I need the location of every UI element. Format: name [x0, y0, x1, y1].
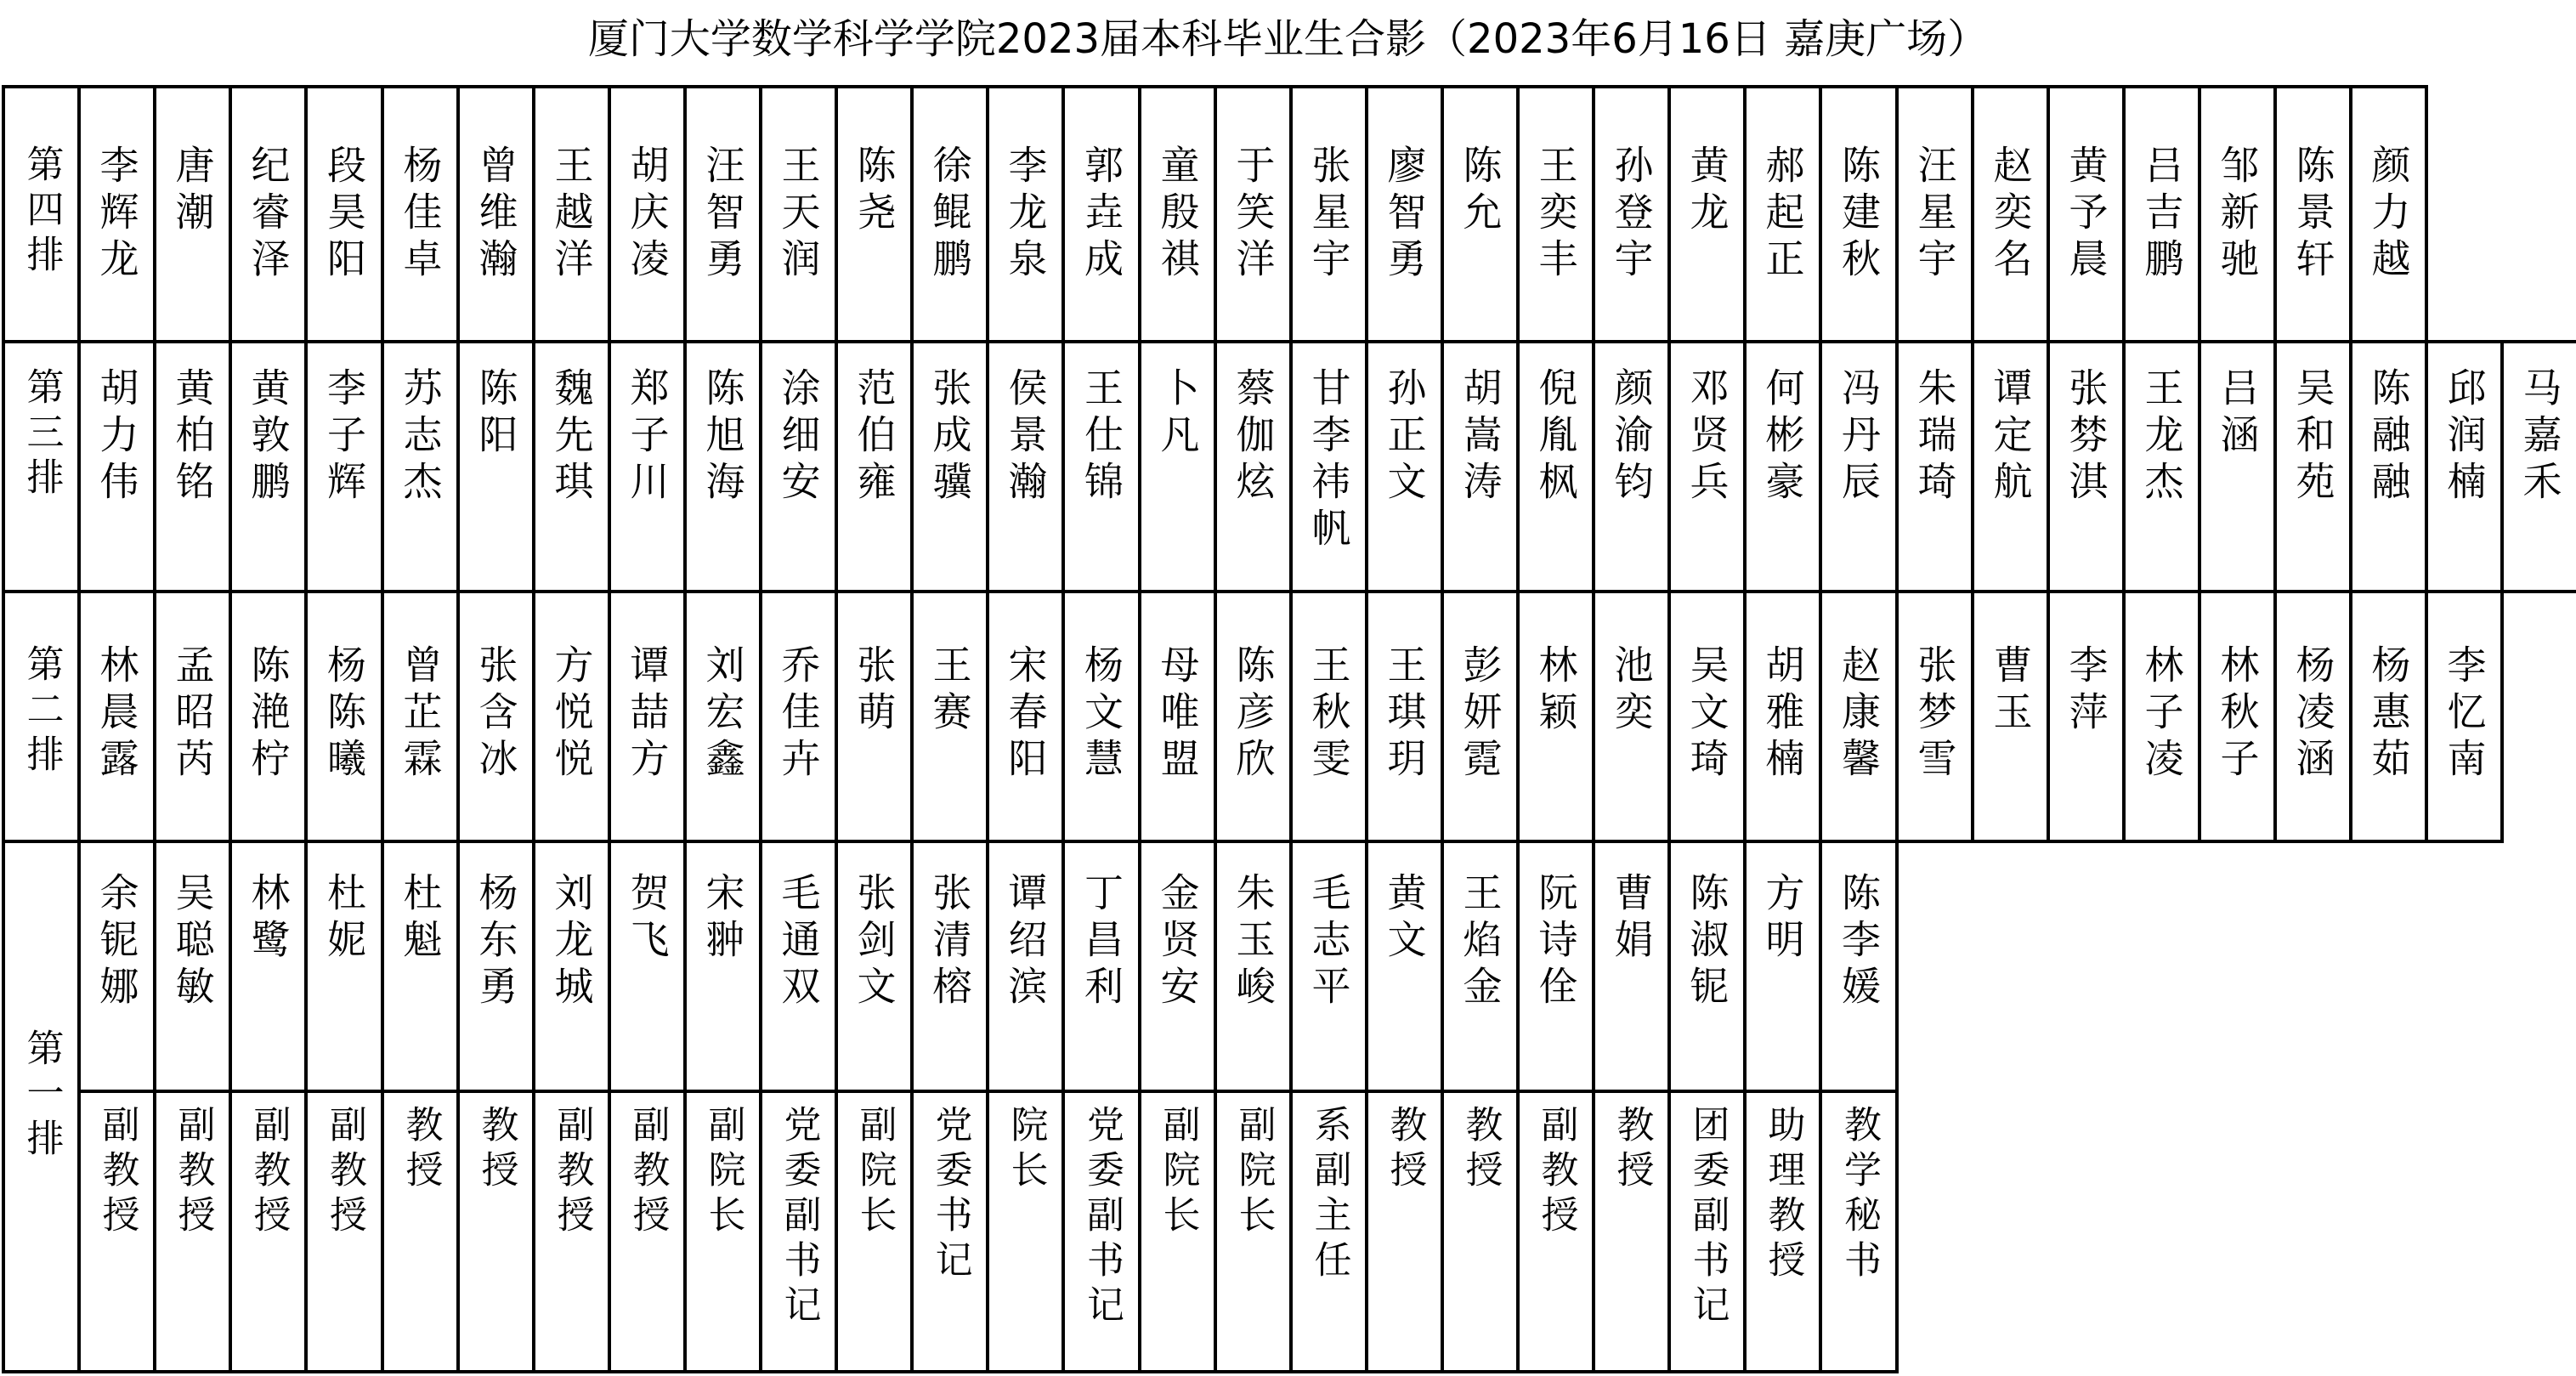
student-name-text: 曾维瀚 [473, 144, 519, 285]
student-name-text: 杨佳卓 [397, 144, 444, 285]
student-name [229, 340, 308, 593]
front-row-name-text: 毛志平 [1305, 872, 1352, 1012]
student-name [1819, 590, 1899, 843]
student-name-text: 曹玉 [1987, 644, 2034, 738]
front-row-title-text: 团委副书记 [1685, 1105, 1730, 1330]
front-row-title-text: 助理教授 [1761, 1105, 1805, 1285]
student-name [304, 590, 384, 843]
student-name-text: 吕吉鹏 [2138, 144, 2185, 285]
front-row-name-text: 杨东勇 [473, 872, 519, 1012]
student-name [229, 85, 308, 343]
student-name [1667, 340, 1747, 593]
student-name [2273, 590, 2352, 843]
front-row-name [910, 840, 989, 1093]
front-row-name [1365, 840, 1444, 1093]
student-name [1895, 85, 1974, 343]
front-row-name [683, 840, 762, 1093]
front-row-title-text: 副院长 [852, 1105, 897, 1240]
student-name [456, 340, 535, 593]
student-name-text: 孟昭芮 [169, 644, 216, 784]
front-row-name-text: 杜魁 [397, 872, 444, 965]
front-row-title [1743, 1090, 1822, 1373]
student-name [381, 340, 460, 593]
student-name-text: 陈建秋 [1836, 144, 1882, 285]
row-label-2-text: 第三排 [20, 367, 64, 502]
row-label-1-text: 第四排 [20, 144, 64, 280]
student-name-text: 陈阳 [473, 367, 519, 461]
student-name [1895, 340, 1974, 593]
student-name [1289, 340, 1368, 593]
front-row-name-text: 贺飞 [624, 872, 671, 965]
student-name-text: 何彬豪 [1759, 367, 1806, 507]
student-name [1365, 340, 1444, 593]
student-name [1592, 340, 1671, 593]
student-name-text: 孙登宇 [1608, 144, 1655, 285]
student-name-text: 冯丹辰 [1836, 367, 1882, 507]
front-row-title [1667, 1090, 1747, 1373]
front-row-name [456, 840, 535, 1093]
student-name [1138, 85, 1217, 343]
front-row-title-text: 副院长 [1156, 1105, 1200, 1240]
student-name [2047, 590, 2126, 843]
student-name [1743, 590, 1822, 843]
student-name-text: 胡力伟 [93, 367, 140, 507]
student-name [683, 85, 762, 343]
student-name-text: 段昊阳 [321, 144, 367, 285]
student-name [456, 590, 535, 843]
student-name [608, 85, 687, 343]
student-name-text: 郑子川 [624, 367, 671, 507]
student-name-text: 杨惠茹 [2365, 644, 2412, 784]
front-row-title-text: 教授 [1383, 1105, 1427, 1195]
student-name-text: 曾芷霖 [397, 644, 444, 784]
front-row-name [229, 840, 308, 1093]
front-row-title [1819, 1090, 1899, 1373]
student-name-text: 倪胤枫 [1532, 367, 1579, 507]
student-name-text: 陈彦欣 [1230, 644, 1277, 784]
student-name [1214, 590, 1293, 843]
student-name-text: 胡雅楠 [1759, 644, 1806, 784]
student-name [1971, 85, 2050, 343]
front-row-title-text: 副院长 [1231, 1105, 1276, 1240]
student-name [532, 85, 611, 343]
student-name-text: 林子凌 [2138, 644, 2185, 784]
student-name-text: 吴文琦 [1684, 644, 1730, 784]
front-row-title [229, 1090, 308, 1373]
student-name [1971, 590, 2050, 843]
student-name [2198, 340, 2277, 593]
student-name-text: 黄敦鹏 [245, 367, 292, 507]
front-row-title-text: 副教授 [246, 1105, 291, 1240]
front-row-title [835, 1090, 914, 1373]
student-name [1819, 85, 1899, 343]
student-name-text: 杨陈曦 [321, 644, 367, 784]
front-row-title-text: 教授 [474, 1105, 518, 1195]
student-name-text: 吴和苑 [2290, 367, 2336, 507]
front-row-title-text: 副教授 [323, 1105, 366, 1240]
front-row-name-text: 方明 [1759, 872, 1806, 965]
student-name-text: 汪智勇 [699, 144, 746, 285]
student-name [835, 340, 914, 593]
front-row-title-text: 教授 [1610, 1105, 1654, 1195]
front-row-name [77, 840, 156, 1093]
front-row-title [608, 1090, 687, 1373]
student-name-text: 李忆南 [2441, 644, 2488, 784]
front-row-name-text: 曹娟 [1608, 872, 1655, 965]
student-name [2198, 590, 2277, 843]
student-name [1289, 85, 1368, 343]
front-row-title [986, 1090, 1065, 1373]
student-name [1895, 590, 1974, 843]
student-name [2425, 590, 2504, 843]
front-row-name-text: 金贤安 [1154, 872, 1201, 1012]
student-name-text: 颜渝钧 [1608, 367, 1655, 507]
front-row-title-text: 教授 [1458, 1105, 1503, 1195]
front-row-name-text: 阮诗佺 [1532, 872, 1579, 1012]
student-name-text: 范伯雍 [851, 367, 897, 507]
student-name [683, 590, 762, 843]
front-row-name [153, 840, 232, 1093]
student-name [153, 340, 232, 593]
front-row-title [153, 1090, 232, 1373]
front-row-title [683, 1090, 762, 1373]
student-name-text: 彭妍霓 [1457, 644, 1503, 784]
student-name-text: 赵奕名 [1987, 144, 2034, 285]
row-label-2 [2, 340, 81, 593]
student-name-text: 汪星宇 [1911, 144, 1958, 285]
student-name-text: 张棼淇 [2063, 367, 2109, 507]
student-name [986, 590, 1065, 843]
front-row-name [1667, 840, 1747, 1093]
student-name-text: 张成骥 [926, 367, 973, 507]
student-name [1667, 590, 1747, 843]
front-row-name [1214, 840, 1293, 1093]
student-name-text: 马嘉禾 [2517, 367, 2563, 507]
front-row-title [1592, 1090, 1671, 1373]
student-name [77, 590, 156, 843]
student-name [304, 85, 384, 343]
front-row-title [532, 1090, 611, 1373]
student-name [1592, 85, 1671, 343]
student-name [1214, 340, 1293, 593]
front-row-name-text: 林鹭 [245, 872, 292, 965]
student-name-text: 黄柏铭 [169, 367, 216, 507]
student-name [1365, 85, 1444, 343]
student-name [2500, 340, 2576, 593]
student-name [1441, 340, 1520, 593]
student-name [2122, 340, 2201, 593]
front-row-name-text: 毛通双 [775, 872, 822, 1012]
student-name [304, 340, 384, 593]
student-name [2349, 590, 2428, 843]
student-name-text: 朱瑞琦 [1911, 367, 1958, 507]
front-row-title [1289, 1090, 1368, 1373]
student-name-text: 陈旭海 [699, 367, 746, 507]
front-row-title-text: 副教授 [95, 1105, 139, 1240]
front-row-title-text: 副教授 [1534, 1105, 1578, 1240]
student-name [1062, 590, 1141, 843]
front-row-title-text: 党委副书记 [1080, 1105, 1124, 1330]
student-name-text: 黄龙 [1684, 144, 1730, 238]
student-name [1441, 85, 1520, 343]
student-name [2047, 340, 2126, 593]
student-name-text: 宋春阳 [1002, 644, 1049, 784]
front-row-name-text: 丁昌利 [1079, 872, 1124, 1012]
student-name-text: 魏先琪 [548, 367, 595, 507]
student-name-text: 蔡伽炫 [1230, 367, 1277, 507]
front-row-name-text: 宋翀 [699, 872, 746, 965]
front-row-title-text: 教授 [399, 1105, 443, 1195]
front-row-name [1819, 840, 1899, 1093]
front-row-title-text: 党委副书记 [777, 1105, 821, 1330]
front-row-name-text: 张清榕 [926, 872, 973, 1012]
student-name-text: 纪睿泽 [245, 144, 292, 285]
student-name [1289, 590, 1368, 843]
student-name [77, 85, 156, 343]
front-row-title [1365, 1090, 1444, 1373]
front-row-name [1289, 840, 1368, 1093]
student-name [683, 340, 762, 593]
student-name [1819, 340, 1899, 593]
student-name [1743, 340, 1822, 593]
front-row-name [1062, 840, 1141, 1093]
student-name [910, 340, 989, 593]
front-row-name-text: 陈淑铌 [1684, 872, 1730, 1012]
student-name-text: 王龙杰 [2138, 367, 2185, 507]
front-row-name [1138, 840, 1217, 1093]
student-name [2198, 85, 2277, 343]
front-row-title [1214, 1090, 1293, 1373]
front-row-title-text: 教学秘书 [1837, 1105, 1881, 1285]
student-name [532, 340, 611, 593]
student-name [1062, 340, 1141, 593]
front-row-title-text: 副院长 [701, 1105, 745, 1240]
student-name [608, 340, 687, 593]
student-name-text: 卜凡 [1154, 367, 1201, 461]
student-name-text: 陈滟柠 [245, 644, 292, 784]
front-row-name [835, 840, 914, 1093]
front-row-title-text: 系副主任 [1307, 1105, 1351, 1285]
student-name [910, 590, 989, 843]
student-name [1214, 85, 1293, 343]
student-name-text: 王奕丰 [1532, 144, 1579, 285]
student-name [2273, 340, 2352, 593]
student-name-text: 于笑洋 [1230, 144, 1277, 285]
student-name [1592, 590, 1671, 843]
student-name-text: 母唯盟 [1154, 644, 1201, 784]
student-name-text: 张含冰 [473, 644, 519, 784]
student-name-text: 徐鲲鹏 [926, 144, 973, 285]
student-name-text: 胡嵩涛 [1457, 367, 1503, 507]
student-name-text: 李辉龙 [93, 144, 140, 285]
front-row-name-text: 张剑文 [851, 872, 897, 1012]
student-name-text: 林秋子 [2214, 644, 2261, 784]
student-name-text: 林晨露 [93, 644, 140, 784]
student-name-text: 谭喆方 [624, 644, 671, 784]
student-name-text: 王天润 [775, 144, 822, 285]
front-row-title [1516, 1090, 1595, 1373]
front-row-title-text: 党委书记 [928, 1105, 972, 1285]
front-row-name [532, 840, 611, 1093]
student-name-text: 郝起正 [1759, 144, 1806, 285]
student-name-text: 孙正文 [1381, 367, 1428, 507]
student-name-text: 甘李祎帆 [1305, 367, 1352, 554]
student-name [1971, 340, 2050, 593]
student-name-text: 张梦雪 [1911, 644, 1958, 784]
front-row-title [910, 1090, 989, 1373]
front-row-name-text: 谭绍滨 [1002, 872, 1049, 1012]
front-row-name [304, 840, 384, 1093]
student-name-text: 陈尧 [851, 144, 897, 238]
student-name-text: 颜力越 [2365, 144, 2412, 285]
student-name [986, 340, 1065, 593]
front-row-title-text: 副教授 [626, 1105, 670, 1240]
front-row-name [759, 840, 838, 1093]
student-name [1062, 85, 1141, 343]
student-name [381, 85, 460, 343]
student-name [759, 340, 838, 593]
student-name-text: 吕涵 [2214, 367, 2261, 461]
front-row-title [1062, 1090, 1141, 1373]
front-row-title [456, 1090, 535, 1373]
student-name [1138, 590, 1217, 843]
student-name [2425, 340, 2504, 593]
student-name [1516, 85, 1595, 343]
student-name [77, 340, 156, 593]
front-row-name [1441, 840, 1520, 1093]
student-name-text: 刘宏鑫 [699, 644, 746, 784]
row-label-1 [2, 85, 81, 343]
student-name-text: 王赛 [926, 644, 973, 738]
front-row-name-text: 吴聪敏 [169, 872, 216, 1012]
student-name-text: 谭定航 [1987, 367, 2034, 507]
student-name-text: 赵康馨 [1836, 644, 1882, 784]
student-name-text: 王秋雯 [1305, 644, 1352, 784]
student-name-text: 苏志杰 [397, 367, 444, 507]
student-name-text: 邓贤兵 [1684, 367, 1730, 507]
front-row-title [77, 1090, 156, 1373]
row-label-4-text: 第一排 [20, 1028, 64, 1164]
student-name-text: 唐潮 [169, 144, 216, 238]
student-name-text: 王仕锦 [1079, 367, 1124, 507]
student-name-text: 郭垚成 [1079, 144, 1124, 285]
student-name-text: 张星宇 [1305, 144, 1352, 285]
student-name [1441, 590, 1520, 843]
student-name [835, 590, 914, 843]
front-row-title [1138, 1090, 1217, 1373]
student-name-text: 邱润楠 [2441, 367, 2488, 507]
student-name-text: 涂细安 [775, 367, 822, 507]
student-name-text: 方悦悦 [548, 644, 595, 784]
student-name-text: 李子辉 [321, 367, 367, 507]
student-name-text: 胡庆凌 [624, 144, 671, 285]
front-row-title-text: 院长 [1004, 1105, 1048, 1195]
student-name-text: 陈景轩 [2290, 144, 2336, 285]
front-row-name [608, 840, 687, 1093]
student-name-text: 陈融融 [2365, 367, 2412, 507]
student-name [2122, 590, 2201, 843]
student-name [910, 85, 989, 343]
front-row-name-text: 陈李媛 [1836, 872, 1882, 1012]
student-name [229, 590, 308, 843]
front-row-name [381, 840, 460, 1093]
student-name-text: 廖智勇 [1381, 144, 1428, 285]
student-name [759, 85, 838, 343]
row-label-4 [2, 840, 81, 1373]
front-row-title [304, 1090, 384, 1373]
student-name [456, 85, 535, 343]
page-title: 厦门大学数学科学学院2023届本科毕业生合影（2023年6月16日 嘉庚广场） [587, 15, 1989, 63]
student-name-text: 黄予晨 [2063, 144, 2109, 285]
front-row-name [1516, 840, 1595, 1093]
student-name-text: 陈允 [1457, 144, 1503, 238]
student-name-text: 林颖 [1532, 644, 1579, 738]
student-name [1516, 340, 1595, 593]
student-name [2122, 85, 2201, 343]
front-row-title [381, 1090, 460, 1373]
student-name-text: 王琪玥 [1381, 644, 1428, 784]
student-name-text: 王越洋 [548, 144, 595, 285]
student-name-text: 张萌 [851, 644, 897, 738]
front-row-name-text: 刘龙城 [548, 872, 595, 1012]
student-name [986, 85, 1065, 343]
front-row-name-text: 王焰金 [1457, 872, 1503, 1012]
student-name-text: 侯景瀚 [1002, 367, 1049, 507]
student-name [153, 85, 232, 343]
student-name [2349, 85, 2428, 343]
front-row-title [759, 1090, 838, 1373]
student-name-text: 杨文慧 [1079, 644, 1124, 784]
student-name [608, 590, 687, 843]
front-row-name-text: 杜妮 [321, 872, 367, 965]
front-row-name-text: 余铌娜 [93, 872, 140, 1012]
student-name-text: 李萍 [2063, 644, 2109, 738]
student-name [759, 590, 838, 843]
student-name [2273, 85, 2352, 343]
student-name [1365, 590, 1444, 843]
front-row-name-text: 朱玉峻 [1230, 872, 1277, 1012]
student-name [2349, 340, 2428, 593]
student-name-text: 童殷祺 [1154, 144, 1201, 285]
student-name [1138, 340, 1217, 593]
student-name-text: 杨凌涵 [2290, 644, 2336, 784]
front-row-title-text: 副教授 [550, 1105, 594, 1240]
front-row-name [986, 840, 1065, 1093]
student-name [532, 590, 611, 843]
front-row-title [1441, 1090, 1520, 1373]
front-row-name [1743, 840, 1822, 1093]
student-name [1667, 85, 1747, 343]
front-row-title-text: 副教授 [171, 1105, 215, 1240]
student-name-text: 池奕 [1608, 644, 1655, 738]
row-label-3 [2, 590, 81, 843]
student-name-text: 李龙泉 [1002, 144, 1049, 285]
student-name [153, 590, 232, 843]
front-row-name [1592, 840, 1671, 1093]
student-name [2047, 85, 2126, 343]
row-label-3-text: 第二排 [20, 644, 64, 779]
student-name [835, 85, 914, 343]
student-name [1516, 590, 1595, 843]
front-row-name-text: 黄文 [1381, 872, 1428, 965]
student-name-text: 乔佳卉 [775, 644, 822, 784]
student-name [1743, 85, 1822, 343]
student-name-text: 邹新驰 [2214, 144, 2261, 285]
student-name [381, 590, 460, 843]
